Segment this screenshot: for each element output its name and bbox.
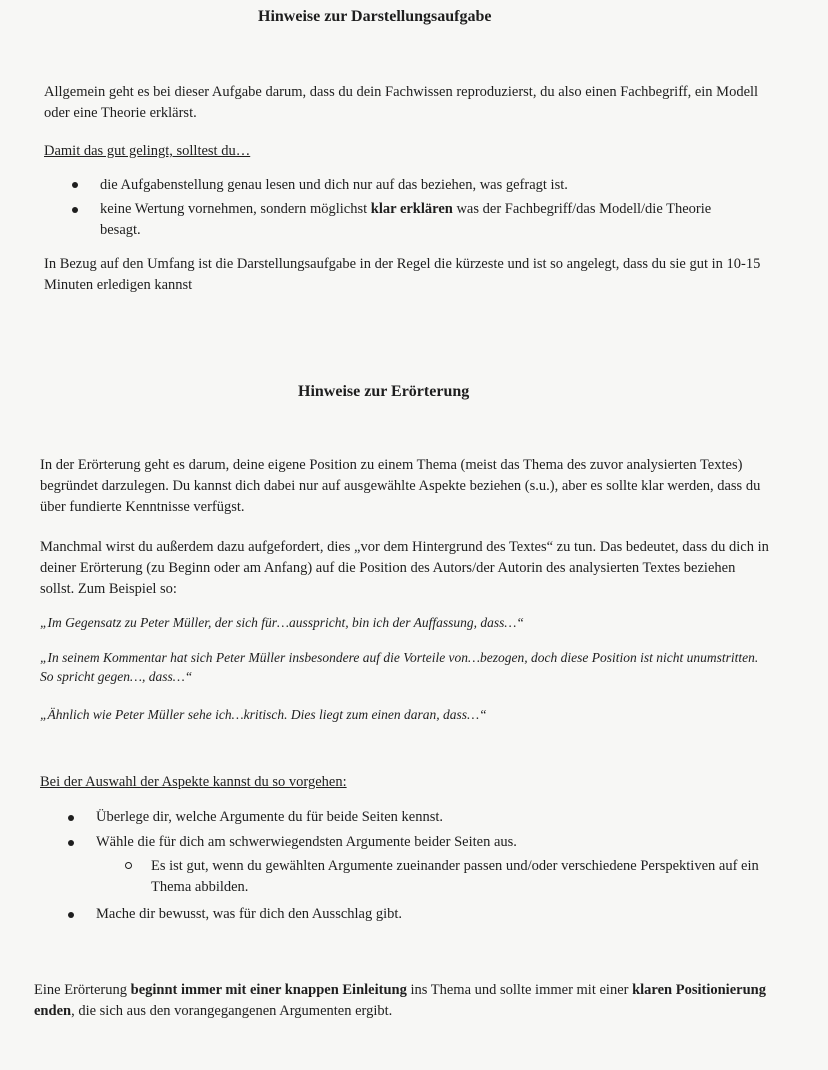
bullet-item: Wähle die für dich am schwerwiegendsten Argumente beider Seiten aus. xyxy=(96,834,517,850)
bold-text: klar erklären xyxy=(370,201,453,217)
bullet-item: Mache dir bewusst, was für dich den Ausschlag gibt. xyxy=(96,906,403,922)
bullet-item: Überlege dir, welche Argumente du für beide Seiten kennst. xyxy=(96,809,444,825)
closing-text: Eine Erörterung xyxy=(34,982,131,998)
lead-in-text: Damit das gut gelingt, solltest du… xyxy=(44,143,251,159)
sub-bullet-item: Es ist gut, wenn du gewählten Argumente zueinander passen und/oder verschiedene Perspektiven auf ein Thema abbilden. xyxy=(151,858,759,895)
bold-text: klaren Positionierung enden xyxy=(34,982,766,1019)
bullet-item: die Aufgabenstellung genau lesen und dich nur auf das beziehen, was gefragt ist. xyxy=(100,177,568,193)
example-quote: „In seinem Kommentar hat sich Peter Müller insbesondere auf die Vorteile von…bezogen, doch diese Position ist nicht unumstritten. So spricht gegen…, dass…“ xyxy=(40,650,759,684)
bullet-text: keine Wertung vornehmen, sondern möglichst xyxy=(100,201,371,217)
section-title-darstellungsaufgabe: Hinweise zur Darstellungsaufgabe xyxy=(258,8,492,25)
scope-paragraph: In Bezug auf den Umfang ist die Darstellungsaufgabe in der Regel die kürzeste und ist so angelegt, dass du sie gut in 10-15 Minuten erledigen kannst xyxy=(44,256,761,293)
bullet-item xyxy=(100,199,730,241)
bullet-text: was der Fachbegriff/das Modell/die Theorie besagt. xyxy=(100,201,712,238)
closing-text: , die sich aus den vorangegangenen Argumenten ergibt. xyxy=(71,1003,393,1019)
example-quote: „Ähnlich wie Peter Müller sehe ich…kritisch. Dies liegt zum einen daran, dass…“ xyxy=(40,707,487,722)
closing-text: ins Thema und sollte immer mit einer xyxy=(406,982,633,998)
bullet-dot xyxy=(68,840,74,846)
bullet-dot xyxy=(68,912,74,918)
bullet-dot xyxy=(72,207,78,213)
example-quote: „Im Gegensatz zu Peter Müller, der sich für…ausspricht, bin ich der Auffassung, dass…“ xyxy=(40,615,524,630)
sub-bullet-circle xyxy=(125,862,132,869)
intro-paragraph: Allgemein geht es bei dieser Aufgabe darum, dass du dein Fachwissen reproduzierst, du also einen Fachbegriff, ein Modell oder eine Theorie erklärst. xyxy=(44,84,759,121)
closing-paragraph xyxy=(34,980,779,1022)
bullet-dot xyxy=(72,182,78,188)
hintergrund-paragraph: Manchmal wirst du außerdem dazu aufgefordert, dies „vor dem Hintergrund des Textes“ zu tun. Das bedeutet, dass du dich in deiner Erörterung (zu Beginn oder am Anfang) auf die Position des Autors/der Autorin des analysierten Textes beziehen sollst. Zum Beispiel so: xyxy=(40,539,769,597)
eroerterung-paragraph: In der Erörterung geht es darum, deine eigene Position zu einem Thema (meist das Thema des zuvor analysierten Textes) begründet darzulegen. Du kannst dich dabei nur auf ausgewählte Aspekte beziehen (s.u.), aber es sollte klar werden, dass du über fundierte Kenntnisse verfügst. xyxy=(40,457,761,515)
bold-text: beginnt immer mit einer knappen Einleitung xyxy=(130,982,407,998)
aspects-lead-in: Bei der Auswahl der Aspekte kannst du so vorgehen: xyxy=(40,774,347,790)
bullet-dot xyxy=(68,815,74,821)
section-title-eroerterung: Hinweise zur Erörterung xyxy=(298,383,470,400)
